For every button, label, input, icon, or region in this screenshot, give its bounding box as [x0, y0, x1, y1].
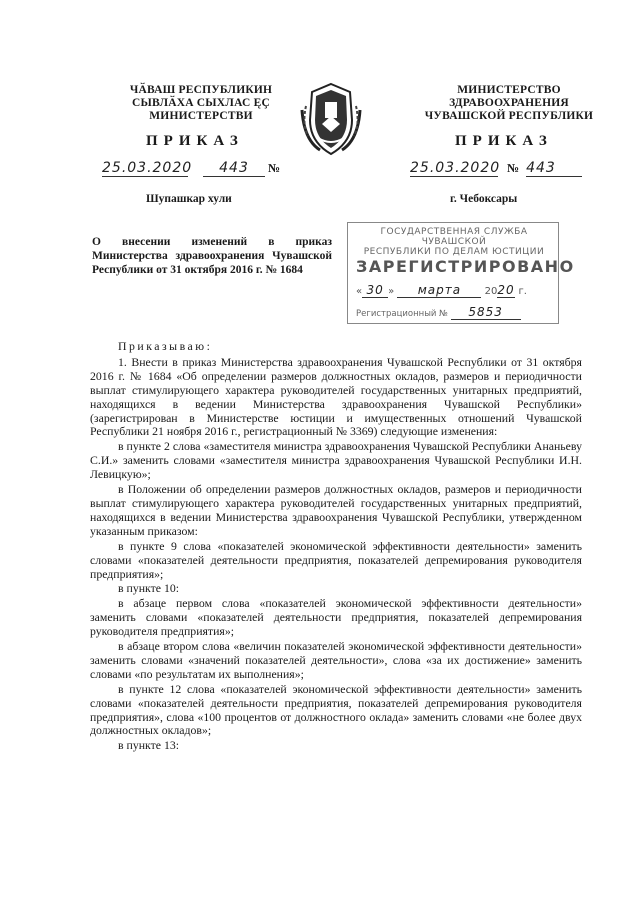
prikazyvayu: Приказываю:	[118, 339, 213, 353]
prikaz-title-left: ПРИКАЗ	[146, 133, 244, 149]
date-number-right	[410, 160, 582, 177]
paragraph-2: в пункте 2 слова «заместителя министра здравоохранения Чувашской Республики Ананьеву С.И.» заменить словами «заместителя министра здравоохранения Чувашской Республики И.Н. Левицкую»;	[90, 439, 582, 482]
document-subject: О внесении изменений в приказ Министерства здравоохранения Чувашской Республики от 31 октября 2016 г. № 1684	[92, 236, 332, 276]
header-left-line1: ЧӐВАШ РЕСПУБЛИКИН	[129, 84, 273, 96]
stamp-year-suffix: 20	[497, 283, 515, 297]
paragraph-5: в пункте 10:	[118, 581, 180, 596]
stamp-reg-number: 5853	[451, 305, 521, 320]
stamp-month: марта	[397, 283, 481, 298]
stamp-date: « 30 » марта 2020 г.	[356, 283, 527, 297]
stamp-g: г.	[518, 286, 527, 297]
paragraph-8: в пункте 12 слова «показателей экономической эффективности деятельности» заменить словами «показателей деятельности предприятия, показателей депремирования руководителя предприятия», слова «100 процентов от должностного оклада» заменить словами «не более двух должностных окладов»;	[90, 681, 582, 738]
number-right: 443	[526, 160, 582, 177]
stamp-reg-label: Регистрационный №	[356, 309, 448, 319]
chuvash-emblem-icon	[298, 80, 364, 158]
header-right-line2: ЗДРАВООХРАНЕНИЯ	[449, 97, 569, 109]
paragraph-3: в Положении об определении размеров должностных окладов, размеров и периодичности выплат стимулирующего характера руководителей государственных унитарных предприятий, находящихся в ведении Министерства здравоохранения Чувашской Республики, утвержденном указанным приказом:	[90, 482, 582, 538]
paragraph-1: 1. Внести в приказ Министерства здравоохранения Чувашской Республики от 31 октября 2016 г. № 1684 «Об определении размеров должностных окладов, размеров и периодичности выплат стимулирующего характера руководителей государственных унитарных предприятий, находящихся в ведении Министерства здравоохранения Чувашской Республики» (зарегистрирован в Министерстве юстиции и имущественных отношений Чувашской Республики 21 ноября 2016 г., регистрационный № 3369) следующие изменения:	[90, 354, 582, 439]
place-right: г. Чебоксары	[450, 193, 518, 205]
date-right: 25.03.2020	[410, 160, 501, 176]
registration-stamp	[347, 222, 575, 324]
stamp-line1: ГОСУДАРСТВЕННАЯ СЛУЖБА ЧУВАШСКОЙ	[380, 227, 528, 247]
paragraph-6: в абзаце первом слова «показателей экономической эффективности деятельности» заменить словами «показателей деятельности предприятия, показателей депремирования руководителя предприятия»;	[90, 596, 582, 639]
place-left: Шупашкар хули	[146, 193, 232, 205]
no-sign-right: №	[507, 161, 520, 175]
stamp-header	[358, 227, 550, 257]
stamp-year-prefix: 20	[484, 286, 498, 297]
no-sign-left: №	[268, 161, 281, 175]
date-left: 25.03.2020	[102, 160, 193, 176]
header-left-line2: СЫВЛӐХА СЫХЛАС ĘҪ	[132, 97, 270, 109]
paragraph-9: в пункте 13:	[118, 738, 180, 753]
header-right	[404, 84, 614, 123]
header-right-line1: МИНИСТЕРСТВО	[457, 84, 561, 96]
stamp-reg	[356, 305, 552, 320]
document-body	[90, 340, 582, 753]
stamp-line2: РЕСПУБЛИКИ ПО ДЕЛАМ ЮСТИЦИИ	[363, 247, 545, 257]
prikaz-title-right: ПРИКАЗ	[455, 133, 553, 149]
header-left	[98, 84, 304, 123]
date-number-left	[102, 160, 280, 177]
header-right-line3: ЧУВАШСКОЙ РЕСПУБЛИКИ	[424, 110, 594, 122]
number-left: 443	[203, 160, 265, 177]
paragraph-4: в пункте 9 слова «показателей экономической эффективности деятельности» заменить словами «показателей деятельности предприятия, показателей депремирования руководителя предприятия»;	[90, 538, 582, 581]
header-left-line3: МИНИСТЕРСТВИ	[149, 110, 253, 122]
paragraph-7: в абзаце втором слова «величин показателей экономической эффективности деятельности» заменить словами «значений показателей деятельности», слова «за их достижение» заменить словами «по результатам их выполнения»;	[90, 639, 582, 681]
stamp-day: 30	[362, 283, 388, 298]
stamp-title: ЗАРЕГИСТРИРОВАНО	[356, 257, 575, 276]
